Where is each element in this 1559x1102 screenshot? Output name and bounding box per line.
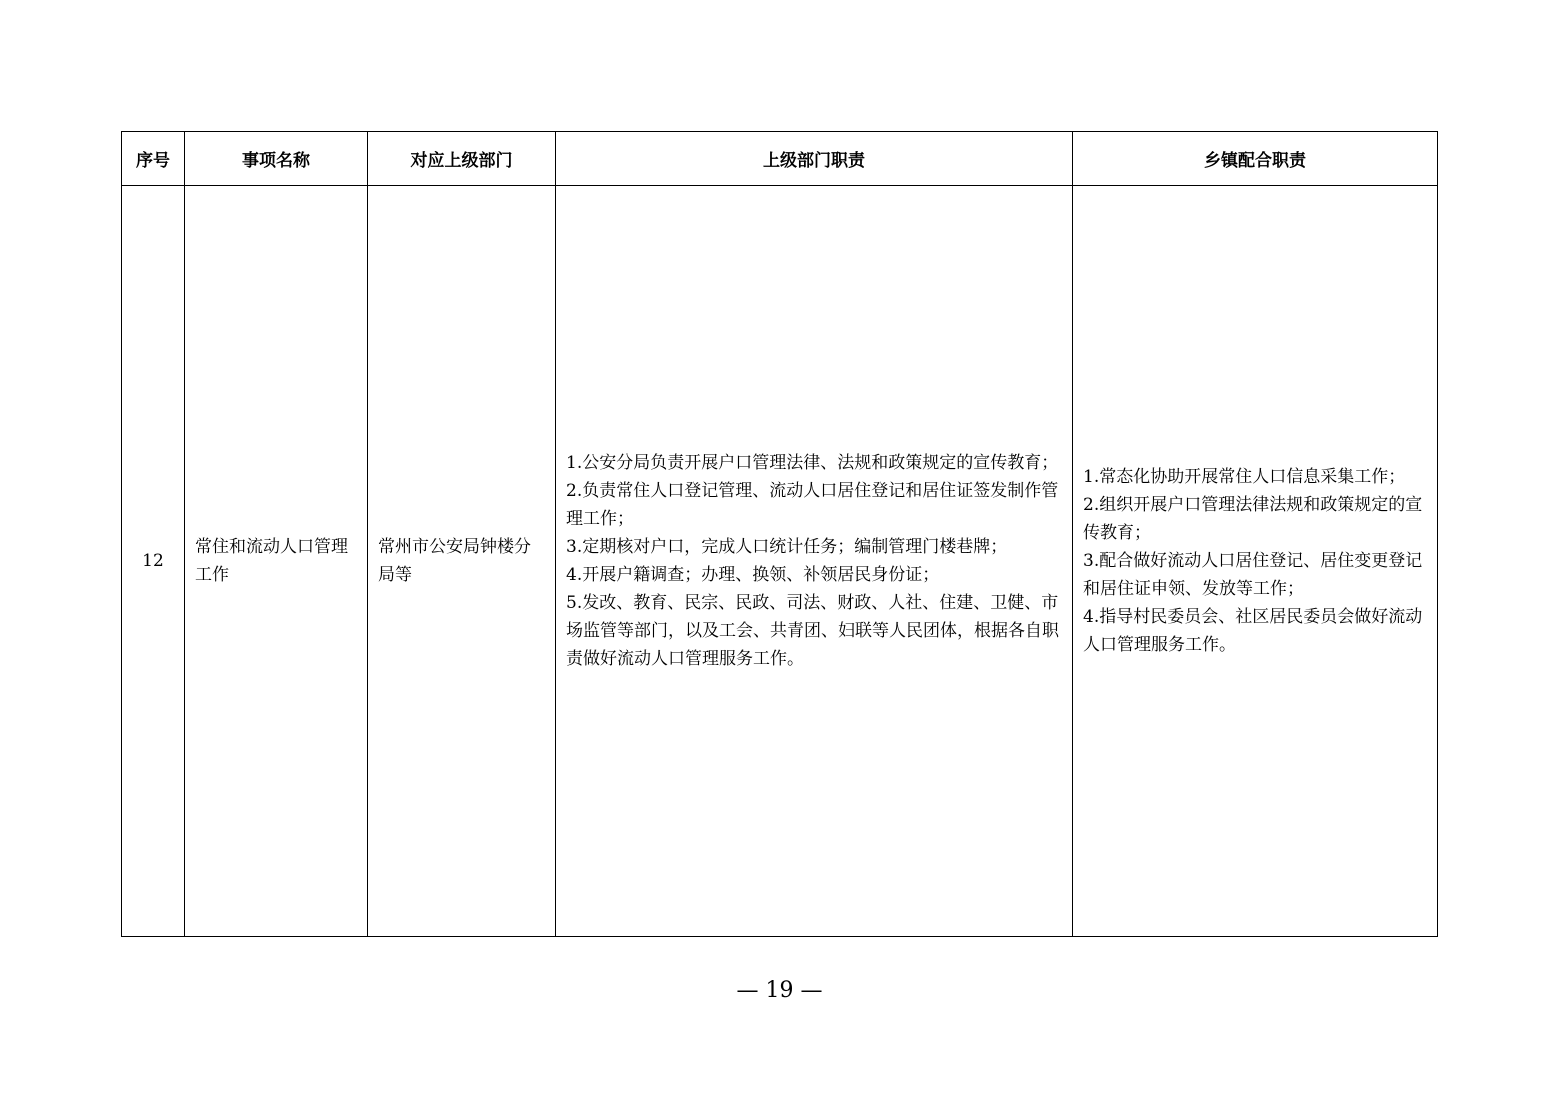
table-header-row	[122, 132, 1438, 186]
header-superior-duties: 上级部门职责	[556, 132, 1073, 186]
township-duty-item: 4.指导村民委员会、社区居民委员会做好流动人口管理服务工作。	[1083, 607, 1423, 655]
row-superior-duties	[556, 186, 1073, 937]
table-row	[122, 186, 1438, 937]
superior-duty-item: 5.发改、教育、民宗、民政、司法、财政、人社、住建、卫健、市场监管等部门，以及工会、共青团、妇联等人民团体，根据各自职责做好流动人口管理服务工作。	[566, 593, 1059, 669]
superior-duty-item: 2.负责常住人口登记管理、流动人口居住登记和居住证签发制作管理工作；	[566, 481, 1059, 529]
superior-duty-item: 4.开展户籍调查；办理、换领、补领居民身份证；	[566, 565, 940, 585]
header-item-name: 事项名称	[185, 132, 368, 186]
header-township-duties: 乡镇配合职责	[1073, 132, 1438, 186]
header-index: 序号	[122, 132, 185, 186]
township-duty-item: 2.组织开展户口管理法律法规和政策规定的宣传教育；	[1083, 495, 1423, 543]
row-department: 常州市公安局钟楼分局等	[368, 186, 556, 937]
header-department: 对应上级部门	[368, 132, 556, 186]
row-township-duties	[1073, 186, 1438, 937]
page-number: — 19 —	[736, 978, 823, 1003]
township-duty-item: 3.配合做好流动人口居住登记、居住变更登记和居住证申领、发放等工作；	[1083, 551, 1423, 599]
superior-duty-item: 1.公安分局负责开展户口管理法律、法规和政策规定的宣传教育；	[566, 453, 1059, 473]
superior-duty-item: 3.定期核对户口，完成人口统计任务；编制管理门楼巷牌；	[566, 537, 1008, 557]
township-duty-item: 1.常态化协助开展常住人口信息采集工作；	[1083, 467, 1406, 487]
row-index: 12	[122, 186, 185, 937]
row-item-name: 常住和流动人口管理工作	[185, 186, 368, 937]
duty-table	[121, 131, 1438, 937]
